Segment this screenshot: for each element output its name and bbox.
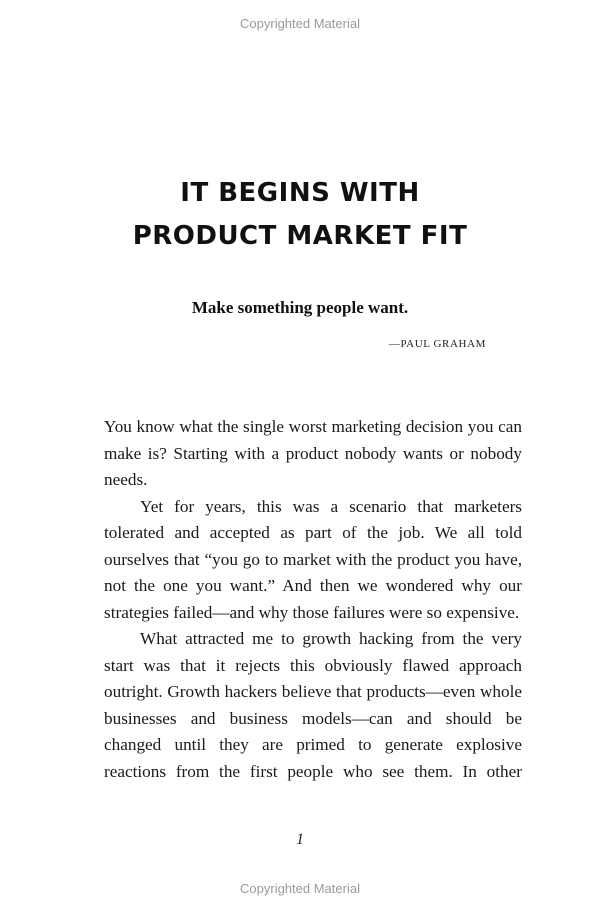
epigraph-quote: Make something people want. bbox=[191, 298, 409, 317]
chapter-title-line-2: PRODUCT MARKET FIT bbox=[132, 221, 468, 251]
paragraph-3: What attracted me to growth hacking from the very start was that it rejects this obviously flawed approach outright. Growth hackers believe that products—even whole businesses and business models—can and should be changed until they are primed to generate explosive reactions from the first people who see them. In other bbox=[104, 629, 522, 781]
epigraph-attribution: —PAUL GRAHAM bbox=[388, 338, 486, 350]
chapter-title bbox=[0, 172, 600, 258]
copyright-watermark-top: Copyrighted Material bbox=[240, 16, 360, 31]
paragraph-2: Yet for years, this was a scenario that marketers tolerated and accepted as part of the job. We all told ourselves that “you go to market with the product you have, not the one you want.” And then we wondered why our strategies failed—and why those failures were so expensive. bbox=[104, 496, 522, 622]
page-number: 1 bbox=[296, 831, 304, 848]
copyright-watermark-bottom: Copyrighted Material bbox=[240, 881, 360, 896]
paragraph-1: You know what the single worst marketing decision you can make is? Starting with a product nobody wants or nobody needs. bbox=[104, 417, 522, 489]
body-text bbox=[104, 414, 522, 785]
chapter-title-line-1: IT BEGINS WITH bbox=[180, 178, 420, 208]
